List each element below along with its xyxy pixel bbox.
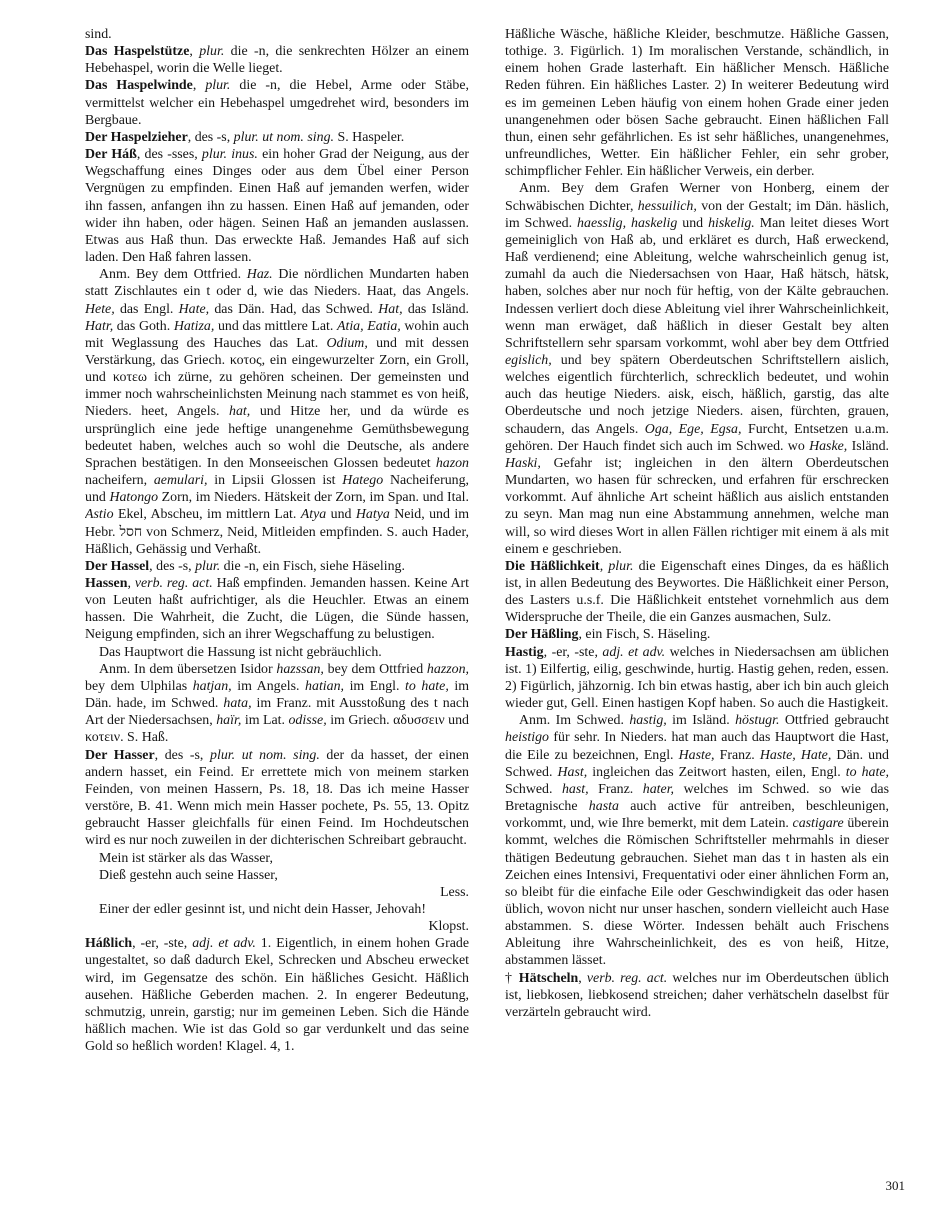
italic-term: Hate, xyxy=(178,301,210,317)
italic-term: heistigo xyxy=(505,730,549,746)
italic-term: hessuilich, xyxy=(637,198,697,214)
italic-term: Haske, xyxy=(809,438,848,454)
headword: Hassen xyxy=(85,576,128,591)
anmerkung-hastig: Anm. Im Schwed. hastig, im Isländ. höstugr. Ottfried gebraucht heistigo für sehr. In Nieders. hat man auch das Hauptwort die Hast, die Eile zu bezeichnen, Engl. Haste, Franz. Haste, Hate, Dän. und Schwed. Hast, ingleichen das Zeitwort hasten, eilen, Engl. to hate, Schwed. hast, Franz. hater, welches im Schwed. so wie das Bretagnische hasta auch active für antreiben, beschleunigen, vorkommt, und, wie Ihre bemerkt, mit dem Latein. castigare überein kommt, welches die Römischen Schriftsteller mehrmahls in dieser thätigen Bedeutung gebrauchen. Siehet man das t in hasten als ein Zeichen eines Intensivi, Frequentativi oder einer ähnlichen Form an, so bleibt für die einfache Eile oder Geschwindigkeit das oder hasen üblich, wovon nicht nur unser haschen, sondern vielleicht auch Hase abstammen. S. diese Wörter. Indessen behält auch Frischens Ableitung ihre Wahrscheinlichkeit, des es von heiß, Hitze, abstammen lässet. xyxy=(505,713,889,969)
italic-term: hatian, xyxy=(305,678,345,694)
italic-term: verb. reg. act. xyxy=(586,970,668,986)
italic-term: haesslig, haskelig xyxy=(577,215,678,231)
headword: Háßlich xyxy=(85,936,133,952)
verse-line: Mein ist stärker als das Wasser, xyxy=(99,850,273,866)
headword: Der Háß xyxy=(85,147,137,163)
entry-hass: Der Háß, des -sses, plur. inus. ein hoher Grad der Neigung, aus der Wegschaffung eines Dinges oder aus dem Übel einer Person Vergnügen zu empfinden. Einen Haß auf jemanden werfen, wider ihn fassen, anfangen ihn zu hassen. Einen Haß auf jemanden, oder wider ihn haben, oder hägen. Seinen Haß an jemanden auslassen. Etwas aus Haß thun. Das erweckte Haß. Jemandes Haß auf sich laden. Den Haß fahren lassen. xyxy=(85,147,469,266)
page-number: 301 xyxy=(885,1178,905,1193)
italic-term: egislich, xyxy=(505,352,552,368)
anmerkung-hass: Anm. Bey dem Ottfried. Haz. Die nördlichen Mundarten haben statt Zischlautes ein t oder d, wie das Nieders. Haat, das Angels. Hete, das Engl. Hate, das Dän. Had, das Schwed. Hat, das Isländ. Hatr, das Goth. Hatiza, und das mittlere Lat. Atia, Eatia, wohin auch mit Weglassung des Hauches das Lat. Odium, und mit dessen Verstärkung, das Griech. κοτος, ein eingewurzelter Zorn, ein Groll, und κοτεω ich zürne, zu gehören scheinen. Der gemeinsten und immer noch wahrscheinlichsten Meinung nach stammet es von heiß, Nieders. heet, Angels. hat, und Hitze her, und da würde es ursprünglich eine jede heftige unangenehme Gemüthsbewegung bedeutet haben, welches auch so wohl die Deutsche, als andere Sprachen bestätigen. In den Monseeischen Glossen bedeutet hazon nacheifern, aemulari, in Lipsii Glossen ist Hatego Nacheiferung, und Hatongo Zorn, im Nieders. Hätskeit der Zorn, im Span. und Ital. Astio Ekel, Abscheu, im mittlern Lat. Atya und Hatya Neid, und im Hebr. חסל von Schmerz, Neid, Mitleiden empfinden. S. auch Hader, Häßlich, Gehässig und Verhaßt. xyxy=(85,267,469,557)
headword: Der Hassel xyxy=(85,558,150,574)
italic-term: plur. xyxy=(205,78,231,94)
entry-hasser: Der Hasser, des -s, plur. ut nom. sing. der da hasset, der einen andern hasset, ein Feind. Er errettete mich von meinem starken Feinden, von meinen Hassern, Ps. 18, 18. Das ich meine Hasser verstöre, B. 41. Wenn mich mein Hasser pochete, Ps. 55, 13. Opitz gebraucht Hasser gleichfalls für einen Feind. Im Hochdeutschen wird es nur noch zuweilen in der dichterischen Schreibart gebraucht. xyxy=(85,747,469,849)
italic-term: Hat, xyxy=(378,301,403,317)
italic-term: haïr, xyxy=(216,713,242,729)
headword: Das Haspelwinde xyxy=(85,78,193,94)
italic-term: Astio xyxy=(85,507,114,523)
italic-term: plur. xyxy=(608,558,634,574)
italic-term: plur. ut nom. sing. xyxy=(233,129,335,145)
italic-term: adj. et adv. xyxy=(192,936,256,952)
anmerkung-hassen: Anm. In dem übersetzen Isidor hazssan, bey dem Ottfried hazzon, bey dem Ulphilas hatjan, im Angels. hatian, im Engl. to hate, im Dän. hade, im Schwed. hata, im Franz. mit Ausstoßung des t nach Art der Niedersachsen, haïr, im Lat. odisse, im Griech. αδυσσειν und κοτειν. S. Haß. xyxy=(85,661,469,746)
italic-term: plur. xyxy=(199,44,225,60)
entry-haessling: Der Häßling, ein Fisch, S. Häseling. xyxy=(505,627,711,643)
text-column-left xyxy=(85,26,469,1055)
italic-term: Hast, xyxy=(557,764,588,780)
italic-term: to hate, xyxy=(405,678,449,694)
italic-term: hater, xyxy=(642,781,675,797)
italic-term: Haste, Hate, xyxy=(759,747,832,763)
italic-term: hata, xyxy=(223,696,252,712)
text-column-right xyxy=(505,26,889,1021)
italic-term: Hatr, xyxy=(85,318,114,334)
headword: Hastig xyxy=(505,644,544,660)
italic-term: Haski, xyxy=(505,455,541,471)
entry-haspelzieher: Der Haspelzieher, des -s, plur. ut nom. sing. S. Haspeler. xyxy=(85,129,405,145)
entry-hassel: Der Hassel, des -s, plur. die -n, ein Fisch, siehe Häseling. xyxy=(85,558,405,574)
italic-term: Hatiza, xyxy=(173,318,215,334)
verse-attribution-lessing: Less. xyxy=(440,884,469,900)
italic-term: Oga, Ege, Egsa, xyxy=(644,421,742,437)
italic-term: verb. reg. act. xyxy=(134,576,213,591)
headword: Der Haspelzieher xyxy=(85,129,188,145)
fragment-sind: sind. xyxy=(85,27,112,42)
italic-term: Haz. xyxy=(246,267,273,283)
italic-term: odisse, xyxy=(288,713,327,729)
headword: Die Häßlichkeit xyxy=(505,558,600,574)
italic-term: hatjan, xyxy=(192,678,232,694)
italic-term: Hete, xyxy=(85,301,115,317)
entry-haetscheln: † Hätscheln, verb. reg. act. welches nur im Oberdeutschen üblich ist, liebkosen, liebkosend streichen; daher verhätscheln daselbst für verzärteln gebraucht wird. xyxy=(505,970,889,1020)
italic-term: Haste, xyxy=(678,747,715,763)
italic-term: Hatongo xyxy=(109,490,159,506)
italic-term: aemulari, xyxy=(153,473,208,489)
italic-term: Hatego xyxy=(342,473,384,489)
italic-term: plur. inus. xyxy=(201,147,258,163)
italic-term: castigare xyxy=(792,816,844,832)
italic-term: hasta xyxy=(588,799,619,815)
italic-term: hazon xyxy=(435,455,469,471)
entry-haspelwinde: Das Haspelwinde, plur. die -n, die Hebel, Arme oder Stäbe, vermittelst welcher ein Hebehaspel umgedrehet wird, besonders im Bergbaue. xyxy=(85,78,469,128)
anmerkung-haesslich: Anm. Bey dem Grafen Werner von Honberg, einem der Schwäbischen Dichter, hessuilich, von der Gestalt; im Dän. häslich, im Schwed. haesslig, haskelig und hiskelig. Man leitet dieses Wort gemeiniglich von Haß ab, und erkläret es durch, Haß erweckend, Haß verdienend; eine Ableitung, welche wahrscheinlich genug ist, zumahl da auch die Niedersachsen von Haar, Haß hätsch, hätsk, haben, solches aber nur noch für heftig, von der Kälte gebrauchen. Indessen verliert doch diese Ableitung viel ihrer Wahrscheinlichkeit, wenn man erwäget, daß häßlich in dieser Gestalt bey alten Schriftstellern sehr sparsam vorkommt, wohl aber bey dem Ottfried egislich, und bey spätern Oberdeutschen Schriftstellern aislich, welches eigentlich fürchterlich, schrecklich bedeutet, und wohin auch das heutige Nieders. aisk, eisch, häßlich, garstig, das alte Oberdeutsche und noch jetzige Nieders. aisen, fürchten, grauen, schaudern, das Angels. Oga, Ege, Egsa, Furcht, Entsetzen u.a.m. gehören. Der Hauch findet sich auch im Schwed. wo Haske, Isländ. Haski, Gefahr ist; ingleichen in den ältern Oberdeutschen Mundarten, wo hasen für schrecken, und erfahren für erschrecken vorkommt. Auf ähnliche Art scheint häßlich aus aislich entstanden zu seyn. Man mag nun eine Abstammung annehmen, welche man will, so wird dieses Wort in allen Fällen richtiger mit einem ä als mit einem e geschrieben. xyxy=(505,181,889,557)
italic-term: hastig, xyxy=(629,713,667,729)
headword: Der Hasser xyxy=(85,747,155,763)
italic-term: adj. et adv. xyxy=(602,644,666,660)
italic-term: hast, xyxy=(561,781,589,797)
entry-haspelstuetze: Das Haspelstütze, plur. die -n, die senkrechten Hölzer an einem Hebehaspel, worin die Welle lieget. xyxy=(85,44,469,77)
verse-line: Einer der edler gesinnt ist, und nicht dein Hasser, Jehovah! xyxy=(99,901,426,917)
italic-term: Odium, xyxy=(326,335,368,351)
italic-term: plur. ut nom. sing. xyxy=(210,747,320,763)
headword: Der Häßling xyxy=(505,627,579,643)
italic-term: hazzon, xyxy=(426,661,469,677)
entry-haesslich: Háßlich, -er, -ste, adj. et adv. 1. Eigentlich, in einem hohen Grade ungestaltet, so daß dadurch Ekel, Schrecken und Abscheu erwecket wird, im Gegensatze des schön. Ein häßliches Gesicht. Häßlich ausehen. Häßliche Geberden machen. 2. In engerer Bedeutung, schmutzig, unrein, garstig; nur im gemeinen Leben. Sich die Hände häßlich machen. Wie ist das Gold so gar verdunkelt und das seine Gold so heßlich worden! Klagel. 4, 1. xyxy=(85,936,469,1055)
entry-hastig: Hastig, -er, -ste, adj. et adv. welches in Niedersachsen am üblichen ist. 1) Eilfertig, eilig, geschwinde, hurtig. Hastig gehen, reden, essen. 2) Figürlich, jähzornig. Ich bin etwas hastig, aber ich bin auch gleich wieder gut, Gell. Einen hastigen Kopf haben. So auch die Hastigkeit. xyxy=(505,644,889,712)
entry-hassen: Hassen, verb. reg. act. Haß empfinden. Jemanden hassen. Keine Art von Leuten haßt aufrichtiger, als die Heuchler. Etwas an einem hassen. Die Wahrheit, die Zucht, die Lügen, die Sünde hassen, Neigung empfinden, sich an ihrer Wegschaffung zu belustigen. xyxy=(85,576,469,643)
headword: Das Haspelstütze xyxy=(85,44,190,60)
italic-term: Atia, Eatia, xyxy=(336,318,401,334)
entry-haesslich-continued: Häßliche Wäsche, häßliche Kleider, beschmutze. Häßliche Gassen, tothige. 3. Figürlich. 1) Im moralischen Verstande, schändlich, in einem hohen Grade lasterhaft. Ein häßlicher Mensch. Häßliche Reden führen. Ein häßliches Laster. 2) In weiterer Bedeutung wird es im gemeinen Leben häufig von einem hohen Grade einer jeden unangenehmen oder bösen Sache gebraucht. Einen häßlichen Fall thun, einen sehr gefährlichen. Es ist sehr häßliches, unangenehmes, unfreundliches, Wetter. Ein häßlicher Fehler, ein sehr grober, schimpflicher Fehler. Ein häßlicher Verweis, ein derber. xyxy=(505,27,889,180)
note-hassung: Das Hauptwort die Hassung ist nicht gebräuchlich. xyxy=(99,644,382,660)
verse-line: Dieß gestehn auch seine Hasser, xyxy=(99,867,278,883)
entry-haesslichkeit: Die Häßlichkeit, plur. die Eigenschaft eines Dinges, da es häßlich ist, in allen Bedeutung des Beywortes. Die Häßlichkeit einer Person, des Lasters u.s.f. Die Häßlichkeit entstehet vornehmlich aus dem Widerspruche der Theile, die ein Ganzes ausmachen, Sulz. xyxy=(505,558,889,626)
italic-term: plur. xyxy=(195,558,221,574)
italic-term: to hate, xyxy=(845,764,889,780)
italic-term: hiskelig. xyxy=(708,215,755,231)
italic-term: hazssan, xyxy=(276,661,324,677)
italic-term: hat, xyxy=(229,404,251,420)
headword: Hätscheln xyxy=(518,970,579,986)
italic-term: höstugr. xyxy=(735,713,780,729)
italic-term: Atya xyxy=(300,507,327,523)
italic-term: Hatya xyxy=(355,507,390,523)
verse-attribution-klopstock: Klopst. xyxy=(428,919,469,935)
